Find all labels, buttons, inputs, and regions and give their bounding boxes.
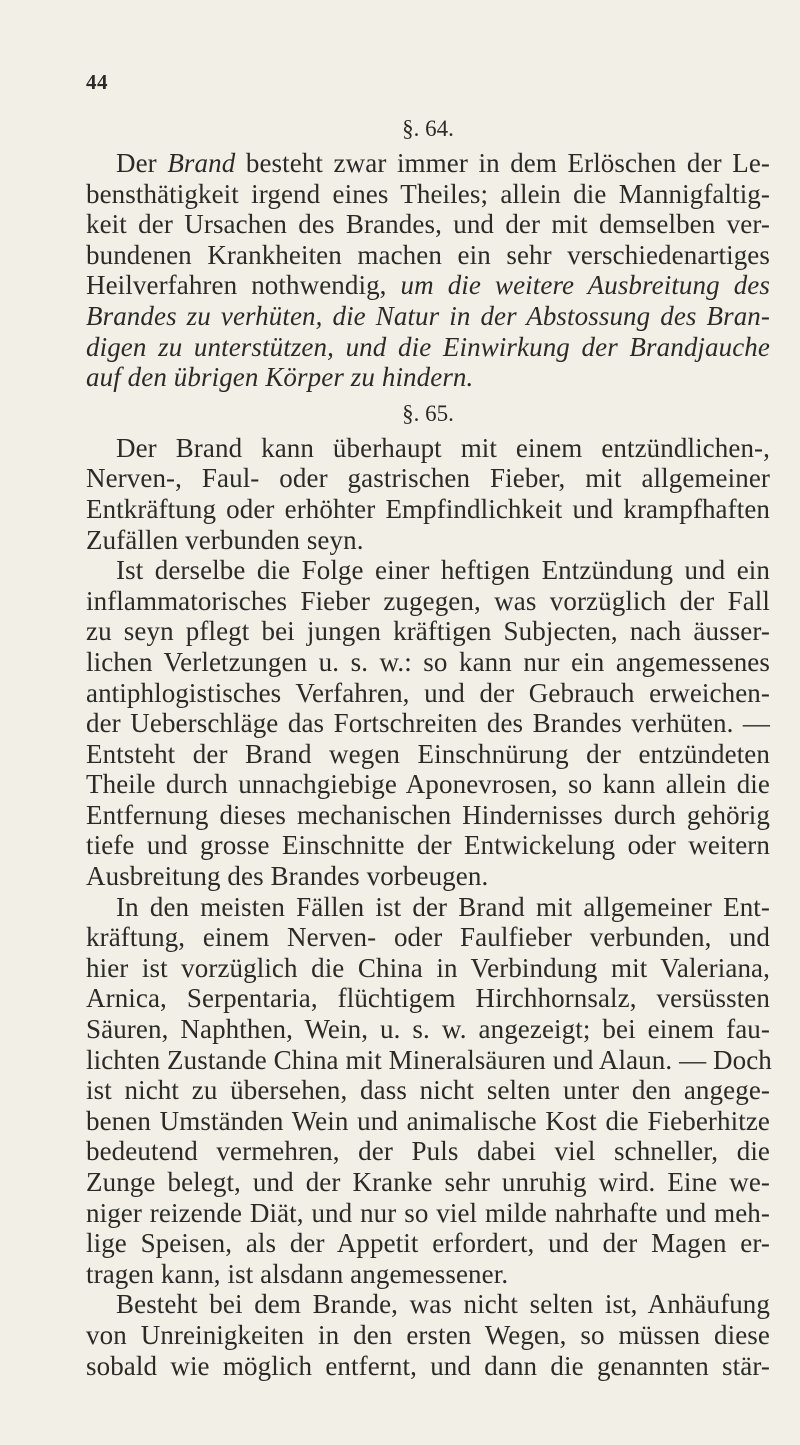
text-run: tiefe und grosse Einschnitte der Entwickelung oder weitern [86, 830, 770, 861]
text-run: niger reizende Diät, und nur so viel milde nahrhafte und meh- [86, 1197, 770, 1228]
text-run: Heilverfahren nothwendig, [86, 270, 401, 301]
text-line [86, 433, 770, 464]
text-line [86, 179, 770, 210]
section-heading: §. 65. [402, 400, 454, 426]
text-line [86, 525, 770, 556]
text-line [86, 1228, 770, 1259]
text-line [86, 1136, 770, 1167]
text-run: tragen kann, ist alsdann angemessener. [86, 1258, 509, 1289]
text-line [86, 362, 770, 393]
text-line [86, 1320, 770, 1351]
text-line [86, 769, 770, 800]
text-run: ist nicht zu übersehen, dass nicht selten unter den angege- [86, 1075, 770, 1106]
text-run: hier ist vorzüglich die China in Verbindung mit Valeriana, [86, 952, 770, 983]
text-line [86, 953, 770, 984]
text-line [86, 1259, 770, 1290]
text-run: kräftung, einem Nerven- oder Faulfieber verbunden, und [86, 922, 770, 953]
text-line [86, 1198, 770, 1229]
text-run: Zunge belegt, und der Kranke sehr unruhig wird. Eine we- [86, 1167, 770, 1197]
text-line [86, 647, 770, 678]
text-run: lichen Verletzungen u. s. w.: so kann nur ein angemessenes [86, 646, 770, 677]
text-line [86, 301, 770, 332]
text-line [86, 1289, 770, 1320]
text-line [86, 1167, 770, 1198]
italic-text: um die weitere Ausbreitung des [400, 270, 770, 301]
text-run: sobald wie möglich entfernt, und dann die genannten stär- [86, 1350, 770, 1381]
text-run: Der Brand kann überhaupt mit einem entzündlichen-, [116, 432, 770, 463]
text-line [86, 678, 770, 709]
text-line [86, 1351, 770, 1382]
text-run: In den meisten Fällen ist der Brand mit allgemeiner Ent- [116, 891, 770, 922]
text-line [86, 616, 770, 647]
text-run: bensthätigkeit irgend eines Theiles; allein die Mannigfaltig- [86, 178, 770, 209]
text-line [86, 240, 770, 271]
text-line [86, 586, 770, 617]
text-run: Ausbreitung des Brandes vorbeugen. [86, 861, 489, 892]
text-run: Arnica, Serpentaria, flüchtigem Hirchhornsalz, versüssten [86, 983, 770, 1014]
italic-text: Brandes zu verhüten, die Natur in der Abstossung des Bran- [86, 300, 770, 331]
text-run: keit der Ursachen des Brandes, und der mit demselben ver- [86, 209, 770, 240]
text-run: lige Speisen, als der Appetit erfordert, und der Magen er- [86, 1228, 770, 1259]
text-line [86, 800, 770, 831]
text-line [86, 1075, 770, 1106]
text-line [86, 708, 770, 739]
text-line [86, 1106, 770, 1137]
text-run: bedeutend vermehren, der Puls dabei viel schneller, die [86, 1136, 770, 1167]
text-line [86, 892, 770, 923]
text-line [86, 332, 770, 363]
italic-text: digen zu unterstützen, und die Einwirkung der Brandjauche [86, 331, 770, 362]
text-run: Der [116, 148, 168, 178]
body-text [86, 108, 770, 1381]
text-run: Entsteht der Brand wegen Einschnürung der entzündeten [86, 738, 770, 769]
text-run: Besteht bei dem Brande, was nicht selten ist, Anhäufung [116, 1289, 770, 1320]
text-run: der Ueberschläge das Fortschreiten des Brandes verhüten. — [86, 708, 770, 739]
text-run: antiphlogistisches Verfahren, und der Gebrauch erweichen- [86, 677, 770, 708]
text-line [86, 494, 770, 525]
section-heading: §. 64. [402, 116, 454, 141]
italic-text: Brand [167, 148, 236, 178]
text-run: bundenen Krankheiten machen ein sehr verschiedenartiges [86, 239, 770, 270]
text-line [86, 270, 770, 301]
text-line [86, 830, 770, 861]
text-line [86, 1014, 770, 1045]
text-line [86, 555, 770, 586]
text-run: von Unreinigkeiten in den ersten Wegen, so müssen diese [86, 1319, 770, 1350]
text-line [86, 463, 770, 494]
text-run: inflammatorisches Fieber zugegen, was vorzüglich der Fall [86, 585, 770, 616]
text-line [86, 922, 770, 953]
italic-text: auf den übrigen Körper zu hindern. [86, 362, 474, 393]
text-run: Nerven-, Faul- oder gastrischen Fieber, mit allgemeiner [86, 463, 770, 494]
text-line [86, 148, 770, 179]
text-run: zu seyn pflegt bei jungen kräftigen Subjecten, nach äusser- [86, 616, 770, 647]
text-line [86, 861, 770, 892]
text-run: Theile durch unnachgiebige Aponevrosen, so kann allein die [86, 769, 770, 800]
text-run: lichten Zustande China mit Mineralsäuren und Alaun. — Doch [86, 1044, 772, 1075]
text-line [86, 209, 770, 240]
text-run: benen Umständen Wein und animalische Kost die Fieberhitze [86, 1105, 770, 1136]
text-run: Säuren, Naphthen, Wein, u. s. w. angezeigt; bei einem fau- [86, 1014, 770, 1045]
text-run: besteht zwar immer in dem Erlöschen der Le- [235, 148, 770, 178]
text-line [86, 983, 770, 1014]
page-number: 44 [86, 70, 108, 94]
text-line [86, 739, 770, 770]
text-run: Entfernung dieses mechanischen Hindernisses durch gehörig [86, 799, 770, 830]
text-run: Ist derselbe die Folge einer heftigen Entzündung und ein [116, 555, 770, 586]
text-run: Zufällen verbunden seyn. [86, 524, 364, 555]
text-line [86, 1045, 770, 1076]
text-run: Entkräftung oder erhöhter Empfindlichkeit und krampfhaften [86, 493, 770, 524]
